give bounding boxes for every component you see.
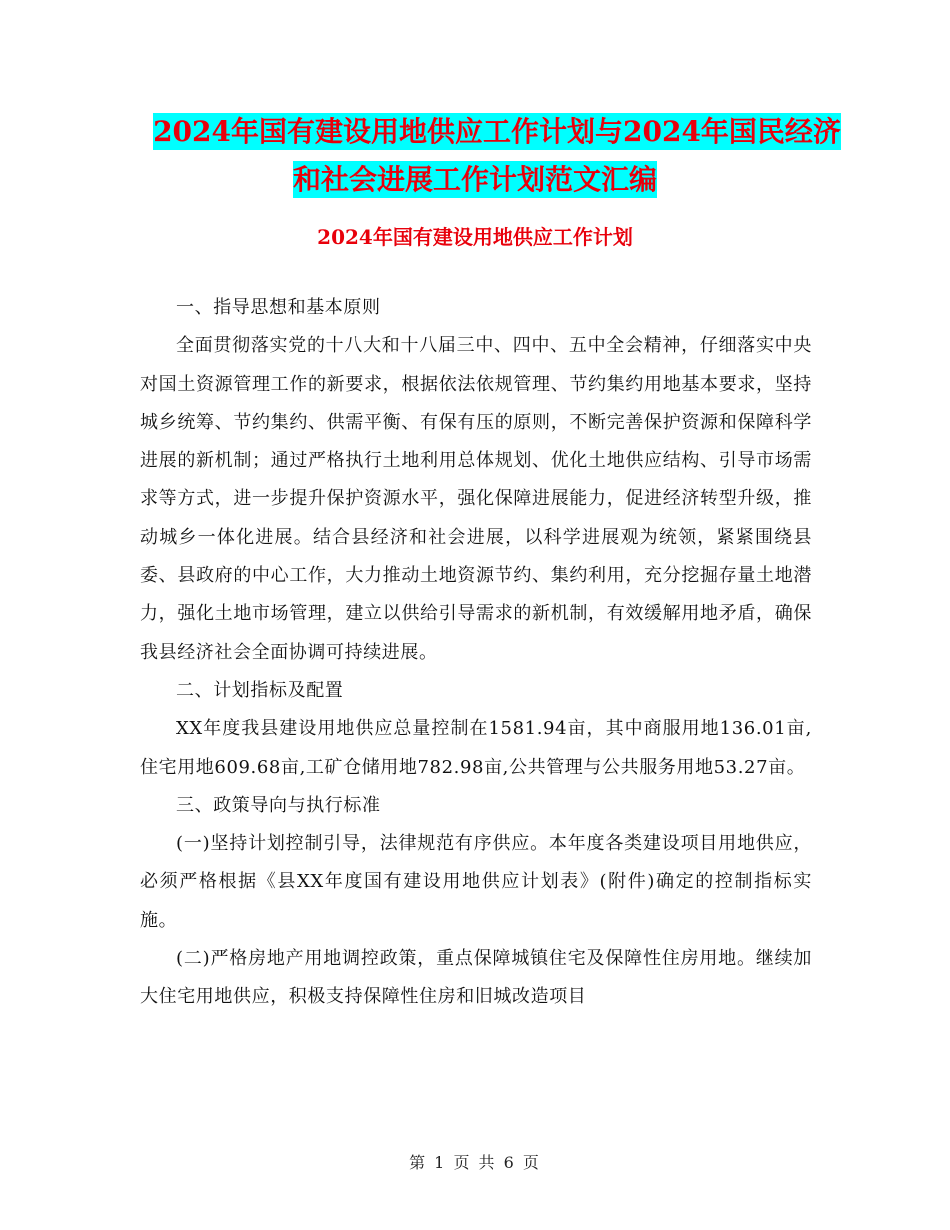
- title-line-1: 2024年国有建设用地供应工作计划与2024年国民经济: [153, 115, 841, 148]
- page-footer: 第 1 页 共 6 页: [409, 1153, 541, 1172]
- paragraph-3: (一)坚持计划控制引导，法律规范有序供应。本年度各类建设项目用地供应，必须严格根据《县XX年度国有建设用地供应计划表》(附件)确定的控制指标实施。: [140, 833, 812, 931]
- heading-1: 一、指导思想和基本原则: [176, 297, 381, 318]
- title-line-2: 和社会进展工作计划范文汇编: [292, 163, 657, 196]
- document-body: [140, 289, 812, 1017]
- document-title: [0, 108, 950, 204]
- paragraph-2: XX年度我县建设用地供应总量控制在1581.94亩，其中商服用地136.01亩,住宅用地609.68亩,工矿仓储用地782.98亩,公共管理与公共服务用地53.27亩。: [140, 718, 812, 778]
- paragraph-1: 全面贯彻落实党的十八大和十八届三中、四中、五中全会精神，仔细落实中央对国土资源管理工作的新要求，根据依法依规管理、节约集约用地基本要求，坚持城乡统筹、节约集约、供需平衡、有保有压的原则，不断完善保护资源和保障科学进展的新机制；通过严格执行土地利用总体规划、优化土地供应结构、引导市场需求等方式，进一步提升保护资源水平，强化保障进展能力，促进经济转型升级，推动城乡一体化进展。结合县经济和社会进展，以科学进展观为统领，紧紧围绕县委、县政府的中心工作，大力推动土地资源节约、集约利用，充分挖掘存量土地潜力，强化土地市场管理，建立以供给引导需求的新机制，有效缓解用地矛盾，确保我县经济社会全面协调可持续进展。: [140, 335, 812, 663]
- heading-2: 二、计划指标及配置: [176, 679, 344, 701]
- heading-3: 三、政策导向与执行标准: [176, 794, 381, 816]
- paragraph-4: (二)严格房地产用地调控政策，重点保障城镇住宅及保障性住房用地。继续加大住宅用地供应，积极支持保障性住房和旧城改造项目: [140, 948, 812, 1008]
- section-title: 2024年国有建设用地供应工作计划: [317, 225, 633, 249]
